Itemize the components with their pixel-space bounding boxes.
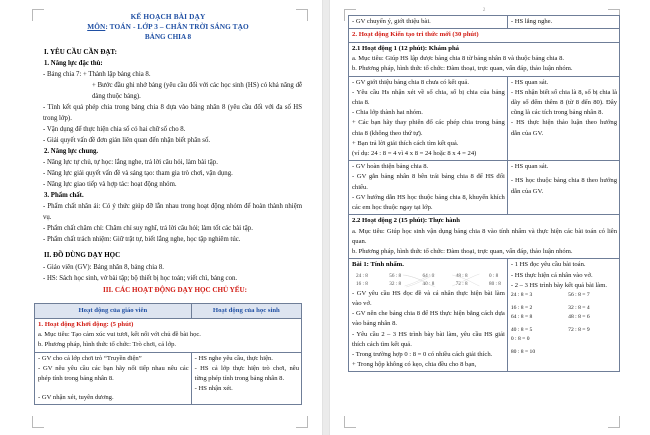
activity-22-method: b. Phương pháp, hình thức tổ chức: Đàm thoại, trực quan, vấn đáp, thảo luận nhóm. (352, 248, 573, 256)
activity-21-teacher-line-5: (ví dụ: 24 : 8 = 4 vì 4 x 8 = 24 hoặc 8 x 4 = 24) (352, 150, 477, 158)
exercise-1-student-cell (507, 259, 619, 372)
table-row-exercise-1 (349, 259, 620, 372)
answer-5-0: 80 : 8 = 10 (510, 348, 536, 355)
activity-1-header-cell (35, 318, 302, 352)
page-left-body (34, 12, 302, 405)
activity-22-header-cell (349, 215, 620, 259)
table-row-activity-21-header (349, 42, 620, 76)
table-row (349, 16, 620, 29)
column-header-student: Hoạt động của học sinh (191, 303, 301, 318)
exercise-1-column (356, 273, 368, 288)
activity-21-teacher2-line-0: - GV hoàn thiện bảng chia 8. (352, 163, 429, 171)
section-1-line3-1: - Phẩm chất chăm chỉ: Chăm chỉ suy nghĩ, trả lời câu hỏi; làm tốt các bài tập. (43, 225, 253, 233)
activity-2-title-cell (349, 29, 620, 43)
exercise-1-title: Bài 1: Tính nhẩm. (352, 261, 404, 269)
page-number: 2 (482, 7, 486, 13)
page-left (0, 0, 322, 435)
activity-21-goal: a. Mục tiêu: Giúp HS lập được bảng chia 8 từ bảng nhân 8 và thuộc bảng chia 8. (352, 55, 565, 63)
intro-teacher-cell (349, 16, 508, 29)
activity-21-teacher-line-2: - Chia lớp thành hai nhóm. (352, 109, 423, 117)
activity-21-teacher-line-0: - GV giới thiệu bảng chia 8 chưa có kết quả. (352, 78, 469, 86)
intro-student-cell (507, 16, 619, 29)
crop-mark-bottom-right-icon (608, 416, 620, 428)
activity-21-teacher-line-1: - Yêu cầu Hs nhận xét về số chia, số bị chia của bảng chia 8. (352, 88, 505, 107)
activity-21-student-line-0: - HS quan sát. (510, 78, 549, 86)
exercise-1-teacher-line-2: - Yêu cầu 2 – 3 HS trình bày bài làm, yêu cầu HS giải thích cách tìm kết quả. (352, 330, 505, 348)
document-title: KẾ HOẠCH BÀI DẠY (130, 12, 206, 21)
activity-21-teacher2-line-1: - GV gắn bảng nhân 8 bên trái bảng chia 8 để HS đối chiếu. (352, 173, 505, 191)
exercise-1-figure (352, 271, 505, 289)
activity-21-teacher2-line-2: - GV hướng dẫn HS học thuộc bảng chia 8, khuyến khích các em học thuộc ngay tại lớp. (352, 193, 505, 212)
table-row-activity-22-header (349, 215, 620, 259)
exercise-1-top-2: 64 : 8 (422, 272, 435, 279)
document-subject-rest: : TOÁN - LỚP 3 – CHÂN TRỜI SÁNG TẠO (105, 21, 249, 31)
answer-4-1 (568, 335, 617, 344)
exercise-1-bottom-0: 16 : 8 (356, 280, 368, 287)
exercise-1-top-4: 0 : 8 (489, 272, 499, 279)
section-1-line2-1: - Năng lực giải quyết vấn đề và sáng tạo: tham gia trò chơi, vận dụng. (43, 170, 233, 178)
section-1-line2-2: - Năng lực giao tiếp và hợp tác: hoạt động nhóm. (43, 181, 177, 189)
crop-mark-bottom-right-icon (296, 416, 308, 428)
exercise-1-answers (511, 291, 617, 357)
section-1-sub-3: 3. Phẩm chất. (44, 192, 84, 200)
exercise-1-student-line-0: - 1 HS đọc yêu cầu bài toán. (510, 261, 586, 269)
exercise-1-teacher-line-1: - GV nên che bảng chia 8 để HS thực hiện bằng cách dựa vào bảng nhân 8. (352, 310, 505, 328)
activities-table-continued (348, 15, 620, 372)
page-gutter (322, 0, 330, 435)
activity-21-teacher-cell (349, 76, 508, 161)
exercise-1-bottom-4: 80 : 8 (489, 280, 501, 287)
page-right (330, 0, 650, 435)
document-subject-line (34, 22, 302, 32)
exercise-1-top-3: 48 : 8 (455, 272, 468, 279)
table-header-row (35, 303, 302, 318)
activity-1-goal: a. Mục tiêu: Tạo cảm xúc vui tươi, kết nối với chủ đề bài học. (38, 331, 201, 339)
section-1-line-4: - Giải quyết vấn đề đơn giản liên quan đến nhận biết phân số. (43, 137, 211, 145)
section-1-line-1: + Bước đầu ghi nhớ bảng (yêu cầu đối với các học sinh (HS) có khả năng dễ dàng thuộc bảng). (92, 82, 302, 101)
intro-student-line: - HS lắng nghe. (510, 18, 553, 25)
activity-1-title: 1. Hoạt động Khởi động: (5 phút) (38, 320, 134, 328)
activity-1-method: b. Phương pháp, hình thức tổ chức: Trò chơi, cả lớp. (38, 341, 177, 349)
intro-teacher-line: - GV chuyển ý, giới thiệu bài. (352, 18, 431, 25)
answer-row (511, 335, 617, 344)
activity-21-teacher-line-3: + Các bạn hãy thay phiên đố các phép chia trong bảng chia 8 (không theo thứ tự). (352, 119, 505, 137)
exercise-1-top-0: 24 : 8 (356, 272, 368, 279)
exercise-1-teacher-line-3: - Trong trường hợp 0 : 8 = 0 có nhiều cách giải thích. (352, 351, 493, 359)
exercise-1-bottom-1: 32 : 8 (389, 280, 402, 287)
section-1-line2-0: - Năng lực tự chủ, tự học: lắng nghe, trả lời câu hỏi, làm bài tập. (43, 159, 218, 167)
answer-3-1: 72 : 8 = 9 (568, 326, 590, 333)
section-2-heading: II. ĐỒ DÙNG DẠY HỌC (44, 251, 121, 260)
section-1-heading: I. YÊU CẦU CẦN ĐẠT: (44, 47, 117, 56)
activity-21-teacher-line-4: + Bạn trả lời giải thích cách tìm kết quả. (352, 139, 459, 147)
section-3-heading: III. CÁC HOẠT ĐỘNG DẠY HỌC CHỦ YẾU: (103, 285, 247, 294)
answer-1-1: 32 : 8 = 4 (568, 304, 590, 311)
answer-row (511, 304, 617, 313)
activity-21-teacher-cell-2 (349, 161, 508, 215)
section-2-line-1: - HS: Sách học sinh, vở bài tập; bộ thiết bị học toán; viết chì, bảng con. (43, 274, 238, 282)
document-subject-prefix: MÔN (87, 21, 106, 31)
answer-5-1 (568, 348, 617, 357)
activity-22-subtitle: 2.2 Hoạt động 2 (15 phút): Thực hành (352, 217, 460, 225)
crop-mark-bottom-left-icon (32, 416, 44, 428)
answer-row (511, 291, 617, 300)
activity-1-teacher-last: - GV nhận xét, tuyên dương. (38, 394, 114, 402)
activity-1-teacher-cell (35, 352, 192, 405)
answer-0-0: 24 : 8 = 3 (510, 291, 533, 298)
section-1-line3-0: - Phẩm chất nhân ái: Có ý thức giúp đỡ lẫn nhau trong hoạt động nhóm để hoàn thành nhiệm vụ. (43, 203, 302, 222)
exercise-1-top-1: 56 : 8 (389, 272, 402, 279)
exercise-1-student-line-2: - 2 – 3 HS trình bày kết quả bài làm. (510, 281, 607, 289)
activity-21-student-cell (507, 76, 619, 161)
exercise-1-bottom-2: 40 : 8 (422, 280, 435, 287)
answer-0-1: 56 : 8 = 7 (568, 291, 590, 298)
activity-1-student-line-1: - HS cả lớp thực hiện trò chơi, nêu từng phép tính trong bảng nhân 8. (194, 364, 299, 382)
activities-table (34, 303, 302, 406)
activity-21-subtitle: 2.1 Hoạt động 1 (12 phút): Khám phá (352, 44, 460, 52)
activity-21-student-line-1: - HS nhận biết số chia là 8, số bị chia là dãy số đếm thêm 8 (từ 8 đến 80). Đây cũng là các tích trong bảng nhân 8. (510, 88, 617, 117)
answer-2-1: 48 : 8 = 6 (568, 313, 590, 320)
exercise-1-column (423, 273, 435, 288)
activity-21-header-cell (349, 42, 620, 76)
activity-21-student2-line-0: - HS quan sát. (510, 163, 549, 171)
activity-21-student-cell-2 (507, 161, 619, 215)
exercise-1-student-line-1: - HS thực hiện cá nhân vào vở. (510, 271, 593, 279)
exercise-1-teacher-cell (349, 259, 508, 372)
exercise-1-teacher-line-4: + Trong hộp không có kẹo, chia đều cho 8 bạn, (352, 361, 477, 369)
activity-21-student2-line-1: - HS học thuộc bảng chia 8 theo hướng dẫn của GV. (510, 177, 617, 195)
answer-2-0: 64 : 8 = 8 (510, 313, 533, 320)
activity-1-student-last: - HS nhận xét. (194, 385, 233, 393)
section-1-line-0: - Bảng chia 7: + Thành lập bảng chia 8. (43, 71, 151, 79)
answer-4-0: 0 : 8 = 0 (510, 335, 530, 342)
activity-1-student-cell (191, 352, 301, 405)
activity-21-student-line-2: - HS thực hiện thảo luận theo hướng dẫn của GV. (510, 119, 617, 137)
section-1-line-3: - Vận dụng để thực hiện chia số có hai chữ số cho 8. (43, 126, 186, 134)
answer-1-0: 16 : 8 = 2 (510, 304, 533, 311)
exercise-1-column (389, 273, 401, 288)
answer-row (511, 326, 617, 335)
activity-1-teacher-line-0: - GV cho cả lớp chơi trò “Truyền điện” (38, 354, 142, 362)
section-1-line3-2: - Phẩm chất trách nhiệm: Giữ trật tự, biết lắng nghe, học tập nghiêm túc. (43, 236, 241, 244)
table-row-activity-2-header (349, 29, 620, 43)
activity-22-goal: a. Mục tiêu: Giúp học sinh vận dụng bảng chia 8 vào tính nhẩm và thực hiện các bài toán có liên quan. (352, 227, 617, 245)
table-row-activity-1-header (35, 318, 302, 352)
answer-3-0: 40 : 8 = 5 (510, 326, 533, 333)
section-2-line-0: - Giáo viên (GV): Bảng nhân 8, bảng chia 8. (43, 263, 164, 271)
activity-1-student-line-0: - HS nghe yêu cầu, thực hiện. (194, 354, 273, 362)
activity-2-title: 2. Hoạt động Kiến tạo tri thức mới (30 phút) (352, 31, 479, 39)
exercise-1-bottom-3: 72 : 8 (455, 280, 468, 287)
crop-mark-bottom-left-icon (344, 416, 356, 428)
exercise-1-column (489, 273, 501, 288)
document-lesson-title: BẢNG CHIA 8 (144, 32, 192, 41)
exercise-1-column (456, 273, 468, 288)
page-right-body (348, 6, 620, 372)
answer-row (511, 313, 617, 322)
table-row (349, 161, 620, 215)
column-header-teacher: Hoạt động của giáo viên (35, 303, 192, 318)
answer-row (511, 348, 617, 357)
exercise-1-teacher-line-0: - GV yêu cầu HS đọc đề và cá nhân thực hiện bài làm vào vở. (352, 289, 505, 308)
activity-21-method: b. Phương pháp, hình thức tổ chức: Đàm thoại, trực quan, vấn đáp, thảo luận nhóm. (352, 65, 573, 73)
exercise-1-grid (352, 271, 505, 289)
section-1-sub-2: 2. Năng lực chung. (44, 148, 99, 156)
section-1-sub-1: 1. Năng lực đặc thù: (44, 60, 103, 68)
activity-1-teacher-line-1: - GV nêu yêu cầu các bạn hãy nối tiếp nhau nêu các phép tính trong bảng nhân 8. (38, 364, 189, 382)
table-row (35, 352, 302, 405)
table-row (349, 76, 620, 161)
section-1-line-2: - Tính kết quả phép chia trong bảng chia 8 dựa vào bảng nhân 8 (yêu cầu đối với đa số HS trong lớp). (43, 104, 302, 123)
cell-spacer (38, 384, 189, 393)
